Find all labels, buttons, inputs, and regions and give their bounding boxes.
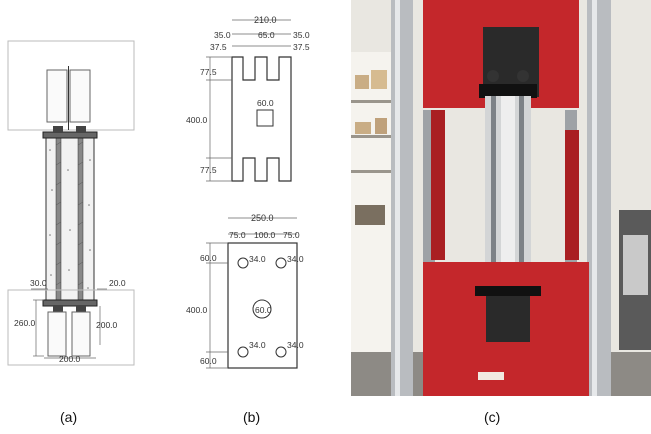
dim-35-left: 35.0	[214, 30, 231, 40]
dim-20: 20.0	[109, 278, 126, 288]
dim-bolt-br: 34.0	[287, 340, 304, 350]
dim-200-bottom: 200.0	[59, 354, 81, 364]
dim-400-top: 400.0	[186, 115, 208, 125]
dim-bolt-bl: 34.0	[249, 340, 266, 350]
plate-drawings-b	[180, 0, 340, 400]
dim-37-5-left: 37.5	[210, 42, 227, 52]
caption-a: (a)	[60, 409, 78, 425]
specimen-drawing-a	[0, 0, 150, 400]
dim-30: 30.0	[30, 278, 47, 288]
dim-75-right: 75.0	[283, 230, 300, 240]
dim-60-bottom: 60.0	[200, 356, 217, 366]
dim-100: 100.0	[254, 230, 276, 240]
dim-77-5-top: 77.5	[200, 67, 217, 77]
dim-260: 260.0	[14, 318, 36, 328]
dim-210: 210.0	[254, 15, 277, 25]
caption-b: (b)	[243, 409, 261, 425]
caption-c: (c)	[484, 409, 501, 425]
dim-77-5-bottom: 77.5	[200, 165, 217, 175]
dim-center-hole: 60.0	[255, 305, 272, 315]
dim-bolt-tl: 34.0	[249, 254, 266, 264]
test-machine-photo-c	[351, 0, 651, 396]
dim-250: 250.0	[251, 213, 274, 223]
dim-400-bottom: 400.0	[186, 305, 208, 315]
dim-60-top: 60.0	[200, 253, 217, 263]
dim-hole-60: 60.0	[257, 98, 274, 108]
dim-37-5-right: 37.5	[293, 42, 310, 52]
dim-75-left: 75.0	[229, 230, 246, 240]
dim-65: 65.0	[258, 30, 275, 40]
dim-35-right: 35.0	[293, 30, 310, 40]
dim-bolt-tr: 34.0	[287, 254, 304, 264]
dim-200-right: 200.0	[96, 320, 118, 330]
